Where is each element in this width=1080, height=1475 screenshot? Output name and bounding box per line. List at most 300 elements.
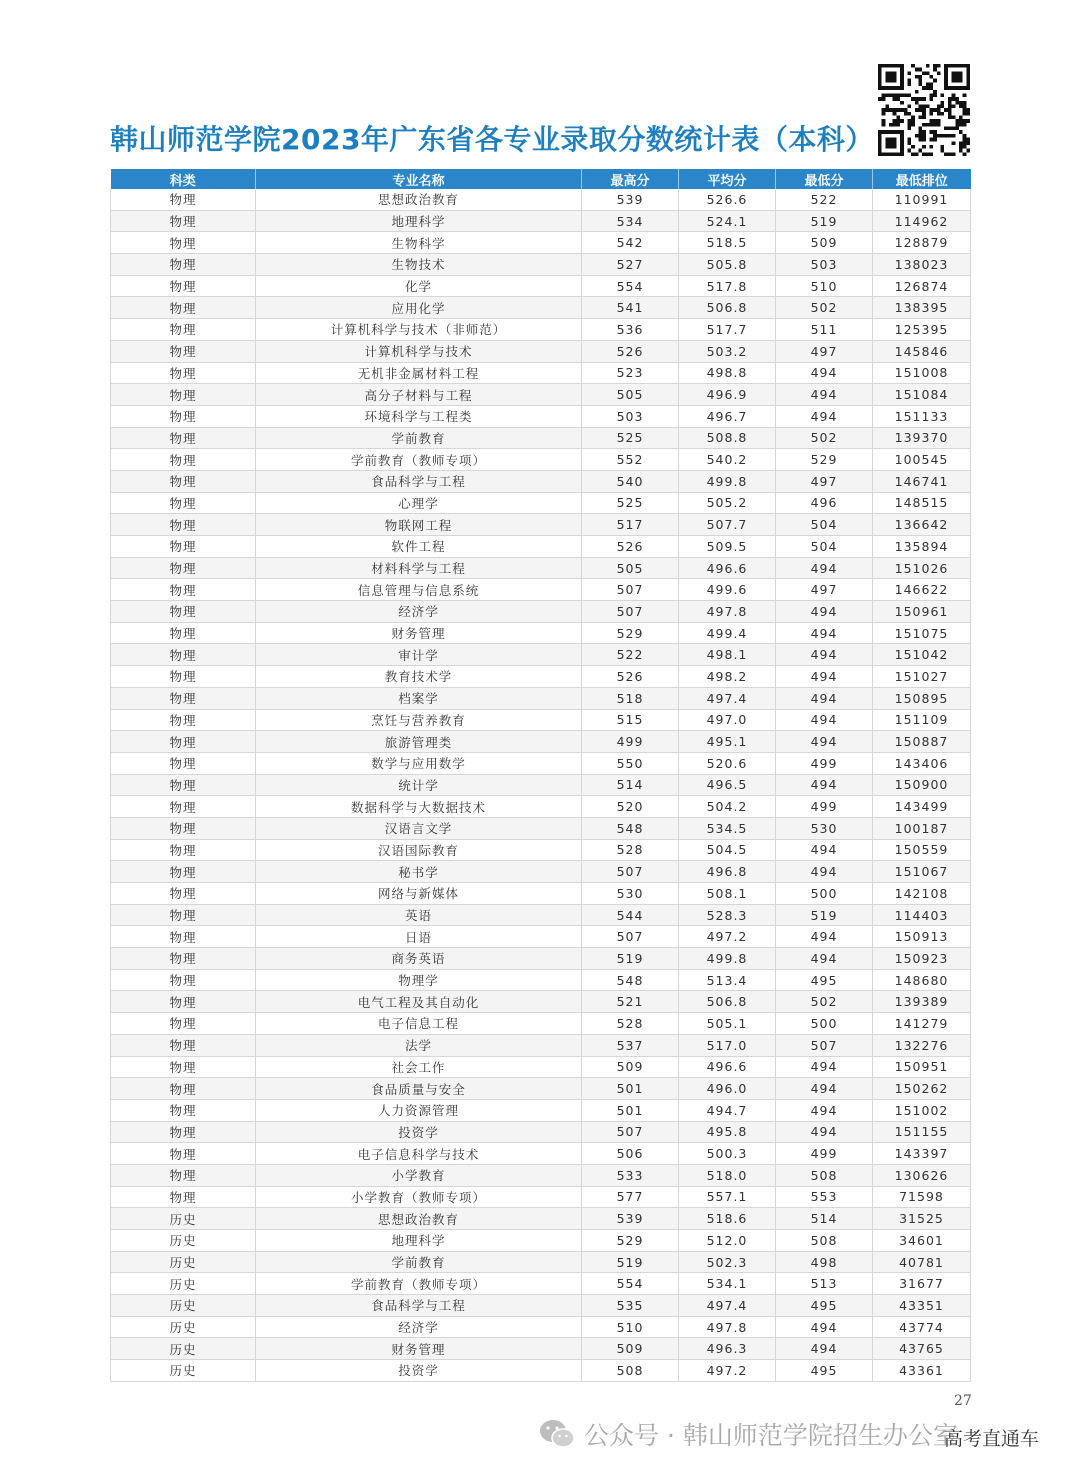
cell-avg-score: 497.4 (679, 1295, 776, 1317)
wechat-icon (538, 1418, 576, 1450)
cell-major: 材料科学与工程 (256, 557, 582, 579)
cell-min-rank: 145846 (873, 340, 971, 362)
cell-category: 物理 (111, 384, 256, 406)
cell-major: 电子信息工程 (256, 1013, 582, 1035)
cell-avg-score: 497.0 (679, 709, 776, 731)
cell-min-score: 511 (776, 319, 873, 341)
cell-min-rank: 71598 (873, 1186, 971, 1208)
cell-min-score: 494 (776, 405, 873, 427)
cell-min-rank: 151008 (873, 362, 971, 384)
cell-category: 物理 (111, 1078, 256, 1100)
cell-avg-score: 498.8 (679, 362, 776, 384)
cell-major: 教育技术学 (256, 666, 582, 688)
cell-category: 物理 (111, 1034, 256, 1056)
cell-max-score: 548 (582, 817, 679, 839)
cell-avg-score: 503.2 (679, 340, 776, 362)
cell-max-score: 539 (582, 1208, 679, 1230)
cell-max-score: 528 (582, 1013, 679, 1035)
table-row (111, 1013, 971, 1035)
table-row (111, 1273, 971, 1295)
cell-major: 物理学 (256, 969, 582, 991)
cell-min-score: 519 (776, 904, 873, 926)
cell-min-rank: 148680 (873, 969, 971, 991)
table-row (111, 731, 971, 753)
cell-max-score: 507 (582, 579, 679, 601)
cell-max-score: 541 (582, 297, 679, 319)
cell-major: 学前教育 (256, 1251, 582, 1273)
cell-category: 物理 (111, 449, 256, 471)
cell-min-score: 500 (776, 1013, 873, 1035)
cell-min-rank: 150913 (873, 926, 971, 948)
cell-category: 物理 (111, 644, 256, 666)
cell-major: 法学 (256, 1034, 582, 1056)
table-row (111, 189, 971, 210)
cell-max-score: 505 (582, 557, 679, 579)
cell-min-score: 494 (776, 666, 873, 688)
cell-min-score: 494 (776, 774, 873, 796)
cell-avg-score: 508.8 (679, 427, 776, 449)
cell-category: 物理 (111, 536, 256, 558)
cell-major: 投资学 (256, 1121, 582, 1143)
cell-category: 物理 (111, 904, 256, 926)
cell-category: 物理 (111, 991, 256, 1013)
cell-min-rank: 128879 (873, 232, 971, 254)
watermark (538, 1414, 958, 1454)
table-row (111, 1360, 971, 1382)
cell-min-rank: 126874 (873, 275, 971, 297)
cell-avg-score: 517.7 (679, 319, 776, 341)
column-header-max-score: 最高分 (582, 169, 679, 189)
cell-min-score: 513 (776, 1273, 873, 1295)
page-title: 韩山师范学院2023年广东省各专业录取分数统计表（本科） (110, 123, 874, 156)
page-number: 27 (954, 1393, 972, 1409)
cell-min-score: 522 (776, 189, 873, 210)
cell-category: 物理 (111, 1186, 256, 1208)
cell-max-score: 506 (582, 1143, 679, 1165)
cell-min-rank: 139370 (873, 427, 971, 449)
cell-min-rank: 110991 (873, 189, 971, 210)
cell-max-score: 528 (582, 839, 679, 861)
table-row (111, 297, 971, 319)
table-row (111, 1186, 971, 1208)
cell-max-score: 519 (582, 1251, 679, 1273)
column-header-min-rank: 最低排位 (873, 169, 971, 189)
cell-major: 小学教育（教师专项） (256, 1186, 582, 1208)
cell-major: 审计学 (256, 644, 582, 666)
cell-max-score: 534 (582, 210, 679, 232)
cell-min-score: 553 (776, 1186, 873, 1208)
cell-min-rank: 31525 (873, 1208, 971, 1230)
cell-min-rank: 151109 (873, 709, 971, 731)
table-row (111, 1099, 971, 1121)
cell-max-score: 509 (582, 1056, 679, 1078)
cell-avg-score: 499.8 (679, 470, 776, 492)
cell-min-rank: 138023 (873, 254, 971, 276)
cell-major: 小学教育 (256, 1164, 582, 1186)
cell-min-rank: 150559 (873, 839, 971, 861)
cell-max-score: 517 (582, 514, 679, 536)
cell-category: 物理 (111, 839, 256, 861)
cell-avg-score: 495.8 (679, 1121, 776, 1143)
cell-avg-score: 508.1 (679, 883, 776, 905)
cell-max-score: 521 (582, 991, 679, 1013)
cell-category: 物理 (111, 210, 256, 232)
cell-max-score: 554 (582, 275, 679, 297)
table-row (111, 470, 971, 492)
cell-major: 学前教育（教师专项） (256, 449, 582, 471)
cell-min-score: 530 (776, 817, 873, 839)
cell-major: 经济学 (256, 601, 582, 623)
table-row (111, 1251, 971, 1273)
cell-max-score: 525 (582, 492, 679, 514)
cell-avg-score: 495.1 (679, 731, 776, 753)
cell-max-score: 503 (582, 405, 679, 427)
cell-max-score: 510 (582, 1316, 679, 1338)
cell-min-rank: 100545 (873, 449, 971, 471)
table-row (111, 319, 971, 341)
cell-max-score: 537 (582, 1034, 679, 1056)
cell-min-rank: 150923 (873, 948, 971, 970)
cell-major: 人力资源管理 (256, 1099, 582, 1121)
cell-category: 历史 (111, 1208, 256, 1230)
cell-max-score: 577 (582, 1186, 679, 1208)
cell-min-rank: 146622 (873, 579, 971, 601)
cell-min-rank: 43765 (873, 1338, 971, 1360)
table-row (111, 340, 971, 362)
cell-min-score: 496 (776, 492, 873, 514)
cell-min-rank: 151084 (873, 384, 971, 406)
cell-min-rank: 141279 (873, 1013, 971, 1035)
cell-max-score: 536 (582, 319, 679, 341)
cell-min-score: 507 (776, 1034, 873, 1056)
cell-min-rank: 148515 (873, 492, 971, 514)
cell-max-score: 554 (582, 1273, 679, 1295)
cell-min-score: 494 (776, 557, 873, 579)
cell-avg-score: 499.4 (679, 622, 776, 644)
column-header-major: 专业名称 (256, 169, 582, 189)
column-header-category: 科类 (111, 169, 256, 189)
cell-major: 数据科学与大数据技术 (256, 796, 582, 818)
cell-category: 历史 (111, 1316, 256, 1338)
cell-min-score: 494 (776, 687, 873, 709)
table-row (111, 839, 971, 861)
table-row (111, 774, 971, 796)
table-header-row (111, 169, 971, 189)
cell-avg-score: 505.8 (679, 254, 776, 276)
cell-category: 物理 (111, 666, 256, 688)
cell-major: 财务管理 (256, 622, 582, 644)
cell-major: 投资学 (256, 1360, 582, 1382)
cell-category: 物理 (111, 601, 256, 623)
cell-min-rank: 135894 (873, 536, 971, 558)
cell-min-rank: 43774 (873, 1316, 971, 1338)
cell-major: 计算机科学与技术 (256, 340, 582, 362)
cell-min-rank: 151026 (873, 557, 971, 579)
cell-min-rank: 150900 (873, 774, 971, 796)
cell-category: 历史 (111, 1251, 256, 1273)
cell-avg-score: 540.2 (679, 449, 776, 471)
cell-avg-score: 518.0 (679, 1164, 776, 1186)
cell-major: 生物科学 (256, 232, 582, 254)
cell-category: 历史 (111, 1230, 256, 1252)
table-row (111, 1056, 971, 1078)
cell-avg-score: 496.7 (679, 405, 776, 427)
cell-major: 网络与新媒体 (256, 883, 582, 905)
cell-major: 信息管理与信息系统 (256, 579, 582, 601)
cell-min-score: 494 (776, 1078, 873, 1100)
table-row (111, 861, 971, 883)
cell-min-score: 494 (776, 1056, 873, 1078)
cell-min-score: 494 (776, 861, 873, 883)
cell-min-score: 499 (776, 796, 873, 818)
cell-min-rank: 151067 (873, 861, 971, 883)
cell-avg-score: 524.1 (679, 210, 776, 232)
cell-category: 物理 (111, 254, 256, 276)
cell-min-rank: 138395 (873, 297, 971, 319)
cell-major: 食品科学与工程 (256, 470, 582, 492)
cell-min-rank: 150887 (873, 731, 971, 753)
table-row (111, 796, 971, 818)
cell-max-score: 548 (582, 969, 679, 991)
cell-min-score: 502 (776, 427, 873, 449)
cell-avg-score: 497.2 (679, 1360, 776, 1382)
cell-min-rank: 150262 (873, 1078, 971, 1100)
cell-max-score: 527 (582, 254, 679, 276)
cell-max-score: 526 (582, 536, 679, 558)
cell-avg-score: 499.6 (679, 579, 776, 601)
cell-min-score: 502 (776, 297, 873, 319)
cell-min-rank: 146741 (873, 470, 971, 492)
cell-major: 数学与应用数学 (256, 752, 582, 774)
cell-max-score: 515 (582, 709, 679, 731)
cell-avg-score: 506.8 (679, 991, 776, 1013)
cell-min-rank: 143406 (873, 752, 971, 774)
cell-major: 学前教育 (256, 427, 582, 449)
cell-max-score: 526 (582, 666, 679, 688)
cell-avg-score: 496.3 (679, 1338, 776, 1360)
cell-category: 历史 (111, 1360, 256, 1382)
cell-min-score: 508 (776, 1230, 873, 1252)
table-row (111, 709, 971, 731)
cell-min-score: 497 (776, 470, 873, 492)
cell-category: 物理 (111, 774, 256, 796)
table-row (111, 926, 971, 948)
cell-min-score: 497 (776, 579, 873, 601)
cell-min-score: 510 (776, 275, 873, 297)
cell-major: 财务管理 (256, 1338, 582, 1360)
cell-avg-score: 504.5 (679, 839, 776, 861)
table-row (111, 601, 971, 623)
cell-min-rank: 34601 (873, 1230, 971, 1252)
cell-category: 历史 (111, 1273, 256, 1295)
cell-major: 秘书学 (256, 861, 582, 883)
cell-min-rank: 43361 (873, 1360, 971, 1382)
cell-min-score: 494 (776, 1316, 873, 1338)
cell-major: 汉语国际教育 (256, 839, 582, 861)
cell-min-score: 500 (776, 883, 873, 905)
table-row (111, 883, 971, 905)
table-row (111, 948, 971, 970)
table-row (111, 752, 971, 774)
cell-min-rank: 139389 (873, 991, 971, 1013)
cell-min-score: 495 (776, 1360, 873, 1382)
cell-max-score: 529 (582, 1230, 679, 1252)
cell-avg-score: 517.8 (679, 275, 776, 297)
cell-major: 地理科学 (256, 210, 582, 232)
table-row (111, 449, 971, 471)
cell-max-score: 525 (582, 427, 679, 449)
cell-major: 电子信息科学与技术 (256, 1143, 582, 1165)
cell-category: 物理 (111, 687, 256, 709)
table-row (111, 1230, 971, 1252)
cell-category: 物理 (111, 1099, 256, 1121)
cell-avg-score: 499.8 (679, 948, 776, 970)
cell-max-score: 508 (582, 1360, 679, 1382)
cell-max-score: 505 (582, 384, 679, 406)
cell-avg-score: 505.2 (679, 492, 776, 514)
table-row (111, 1316, 971, 1338)
cell-min-rank: 132276 (873, 1034, 971, 1056)
cell-min-score: 494 (776, 948, 873, 970)
cell-major: 地理科学 (256, 1230, 582, 1252)
cell-min-rank: 114962 (873, 210, 971, 232)
cell-avg-score: 534.1 (679, 1273, 776, 1295)
cell-major: 食品质量与安全 (256, 1078, 582, 1100)
cell-max-score: 501 (582, 1078, 679, 1100)
cell-min-rank: 142108 (873, 883, 971, 905)
cell-category: 物理 (111, 405, 256, 427)
cell-category: 物理 (111, 340, 256, 362)
cell-min-rank: 151075 (873, 622, 971, 644)
cell-category: 物理 (111, 752, 256, 774)
cell-avg-score: 497.2 (679, 926, 776, 948)
cell-min-rank: 136642 (873, 514, 971, 536)
table-row (111, 275, 971, 297)
cell-min-score: 494 (776, 1338, 873, 1360)
cell-category: 物理 (111, 579, 256, 601)
cell-max-score: 530 (582, 883, 679, 905)
qr-code (878, 64, 970, 156)
cell-min-score: 502 (776, 991, 873, 1013)
cell-min-rank: 150951 (873, 1056, 971, 1078)
cell-max-score: 529 (582, 622, 679, 644)
cell-major: 思想政治教育 (256, 189, 582, 210)
cell-major: 食品科学与工程 (256, 1295, 582, 1317)
cell-category: 物理 (111, 817, 256, 839)
table-row (111, 644, 971, 666)
cell-min-rank: 43351 (873, 1295, 971, 1317)
cell-min-score: 499 (776, 752, 873, 774)
cell-major: 英语 (256, 904, 582, 926)
table-row (111, 1295, 971, 1317)
cell-avg-score: 497.8 (679, 1316, 776, 1338)
cell-avg-score: 496.6 (679, 557, 776, 579)
cell-max-score: 535 (582, 1295, 679, 1317)
column-header-min-score: 最低分 (776, 169, 873, 189)
cell-max-score: 552 (582, 449, 679, 471)
cell-major: 无机非金属材料工程 (256, 362, 582, 384)
cell-avg-score: 500.3 (679, 1143, 776, 1165)
table-row (111, 384, 971, 406)
cell-avg-score: 502.3 (679, 1251, 776, 1273)
cell-min-rank: 150895 (873, 687, 971, 709)
cell-min-score: 494 (776, 644, 873, 666)
cell-avg-score: 518.6 (679, 1208, 776, 1230)
cell-major: 应用化学 (256, 297, 582, 319)
cell-avg-score: 509.5 (679, 536, 776, 558)
cell-category: 物理 (111, 948, 256, 970)
table-row (111, 254, 971, 276)
cell-major: 心理学 (256, 492, 582, 514)
cell-max-score: 544 (582, 904, 679, 926)
cell-category: 物理 (111, 622, 256, 644)
cell-min-score: 519 (776, 210, 873, 232)
cell-category: 物理 (111, 297, 256, 319)
cell-category: 物理 (111, 861, 256, 883)
cell-max-score: 542 (582, 232, 679, 254)
table-row (111, 666, 971, 688)
cell-min-rank: 151042 (873, 644, 971, 666)
cell-category: 物理 (111, 557, 256, 579)
cell-avg-score: 507.7 (679, 514, 776, 536)
cell-min-score: 495 (776, 969, 873, 991)
cell-category: 物理 (111, 189, 256, 210)
cell-major: 软件工程 (256, 536, 582, 558)
cell-min-score: 498 (776, 1251, 873, 1273)
cell-major: 计算机科学与技术（非师范） (256, 319, 582, 341)
cell-category: 物理 (111, 1121, 256, 1143)
cell-avg-score: 496.8 (679, 861, 776, 883)
cell-min-rank: 143397 (873, 1143, 971, 1165)
cell-avg-score: 497.8 (679, 601, 776, 623)
cell-avg-score: 505.1 (679, 1013, 776, 1035)
cell-max-score: 520 (582, 796, 679, 818)
cell-min-rank: 114403 (873, 904, 971, 926)
cell-avg-score: 496.5 (679, 774, 776, 796)
cell-min-score: 494 (776, 926, 873, 948)
column-header-avg-score: 平均分 (679, 169, 776, 189)
cell-max-score: 509 (582, 1338, 679, 1360)
score-table (110, 169, 971, 1382)
cell-category: 历史 (111, 1295, 256, 1317)
cell-major: 经济学 (256, 1316, 582, 1338)
cell-category: 物理 (111, 514, 256, 536)
table-row (111, 1164, 971, 1186)
cell-major: 统计学 (256, 774, 582, 796)
cell-category: 历史 (111, 1338, 256, 1360)
cell-major: 烹饪与营养教育 (256, 709, 582, 731)
cell-max-score: 522 (582, 644, 679, 666)
cell-category: 物理 (111, 731, 256, 753)
cell-min-score: 503 (776, 254, 873, 276)
cell-min-score: 504 (776, 536, 873, 558)
cell-min-rank: 130626 (873, 1164, 971, 1186)
cell-avg-score: 496.6 (679, 1056, 776, 1078)
cell-min-rank: 150961 (873, 601, 971, 623)
table-row (111, 427, 971, 449)
watermark-stamp: 高考直通车 (944, 1428, 1040, 1450)
cell-category: 物理 (111, 1164, 256, 1186)
table-row (111, 1338, 971, 1360)
cell-avg-score: 504.2 (679, 796, 776, 818)
cell-major: 环境科学与工程类 (256, 405, 582, 427)
table-row (111, 579, 971, 601)
cell-avg-score: 526.6 (679, 189, 776, 210)
cell-avg-score: 512.0 (679, 1230, 776, 1252)
cell-major: 旅游管理类 (256, 731, 582, 753)
cell-min-score: 514 (776, 1208, 873, 1230)
cell-min-score: 494 (776, 1121, 873, 1143)
